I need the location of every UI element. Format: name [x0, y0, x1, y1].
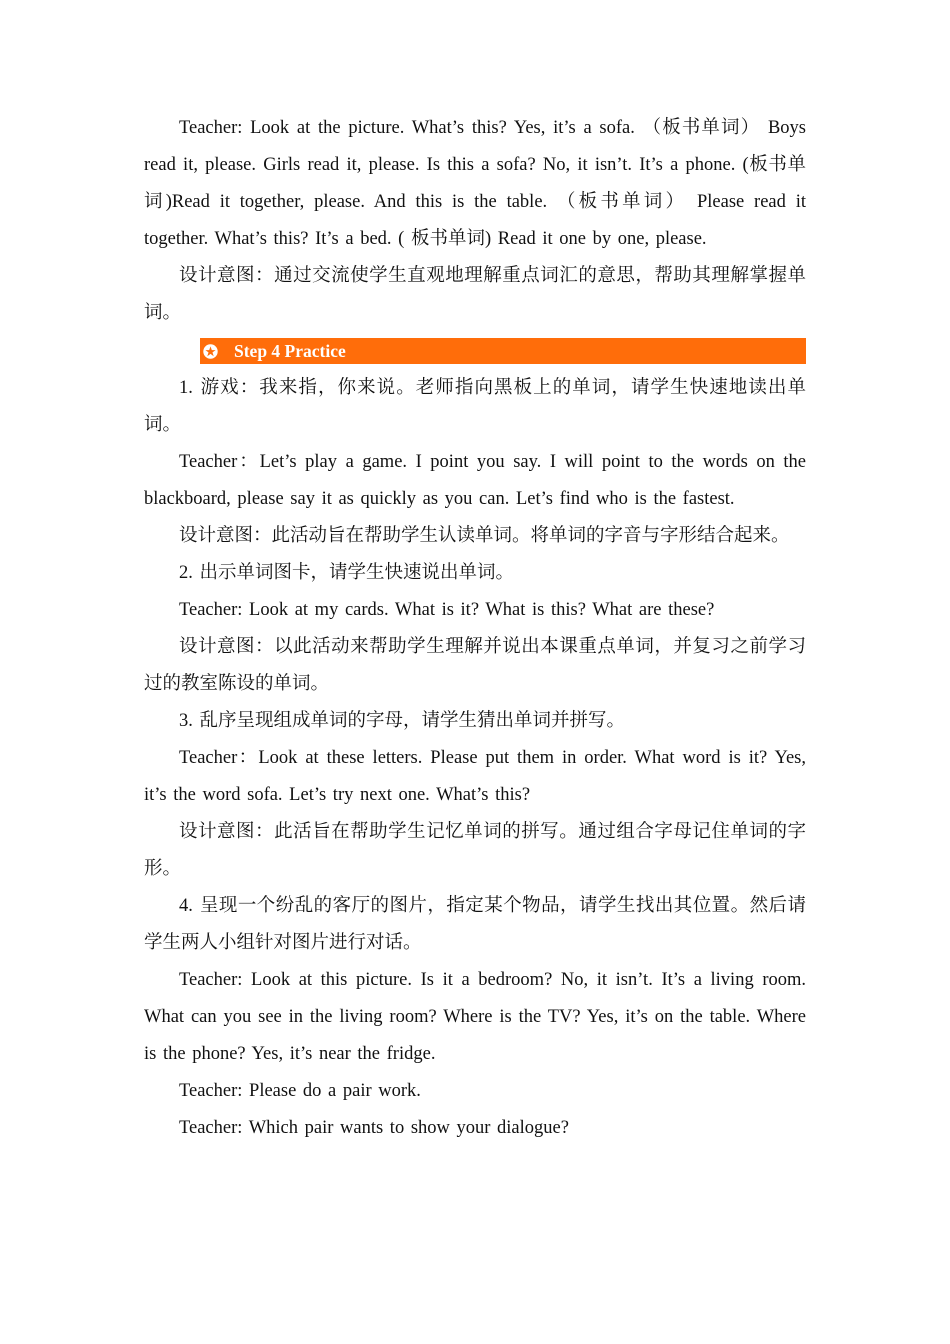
star-circle-icon: [203, 344, 218, 359]
teacher-dialogue-paragraph: Teacher: Look at the picture. What’s this? Yes, it’s a sofa. （板书单词） Boys read it, please. Girls read it, please. Is this a sofa? No, it isn’t. It’s a phone. (板书单词)Read it together, please. And this is the table. （板书单词） Please read it together. What’s this? It’s a bed. ( 板书单词) Read it one by one, please.: [144, 118, 806, 249]
activity-4-teacher-dialogue: Teacher: Look at this picture. Is it a bedroom? No, it isn’t. It’s a living room. What can you see in the living room? Where is the TV? Yes, it’s on the table. Where is the phone? Yes, it’s near the fridge.: [144, 970, 806, 1064]
activity-1-design-intent: 设计意图：此活动旨在帮助学生认读单词。将单词的字音与字形结合起来。: [179, 526, 790, 546]
activity-2-teacher-dialogue: Teacher: Look at my cards. What is it? What is this? What are these?: [179, 600, 715, 620]
activity-3-description: 3. 乱序呈现组成单词的字母，请学生猜出单词并拼写。: [179, 711, 626, 731]
show-dialogue-question: Teacher: Which pair wants to show your dialogue?: [179, 1118, 569, 1138]
activity-3-design-intent: 设计意图：此活旨在帮助学生记忆单词的拼写。通过组合字母记住单词的字形。: [144, 822, 806, 879]
step-title: Step 4 Practice: [234, 340, 346, 361]
activity-2-description: 2. 出示单词图卡，请学生快速说出单词。: [179, 563, 515, 583]
activity-2-design-intent: 设计意图：以此活动来帮助学生理解并说出本课重点单词，并复习之前学习过的教室陈设的单词。: [144, 637, 806, 694]
activity-4-description: 4. 呈现一个纷乱的客厅的图片，指定某个物品，请学生找出其位置。然后请学生两人小组针对图片进行对话。: [144, 896, 806, 953]
activity-1-teacher-dialogue: Teacher：Let’s play a game. I point you say. I will point to the words on the blackboard, please say it as quickly as you can. Let’s find who is the fastest.: [144, 452, 806, 509]
activity-1-description: 1. 游戏：我来指，你来说。老师指向黑板上的单词，请学生快速地读出单词。: [144, 378, 806, 435]
pair-work-instruction: Teacher: Please do a pair work.: [179, 1081, 421, 1101]
activity-3-teacher-dialogue: Teacher：Look at these letters. Please put them in order. What word is it? Yes, it’s the word sofa. Let’s try next one. What’s this?: [144, 748, 806, 805]
design-intent-paragraph: 设计意图：通过交流使学生直观地理解重点词汇的意思，帮助其理解掌握单词。: [144, 266, 806, 323]
document-page: [144, 110, 806, 1147]
step-4-header: [200, 338, 806, 364]
